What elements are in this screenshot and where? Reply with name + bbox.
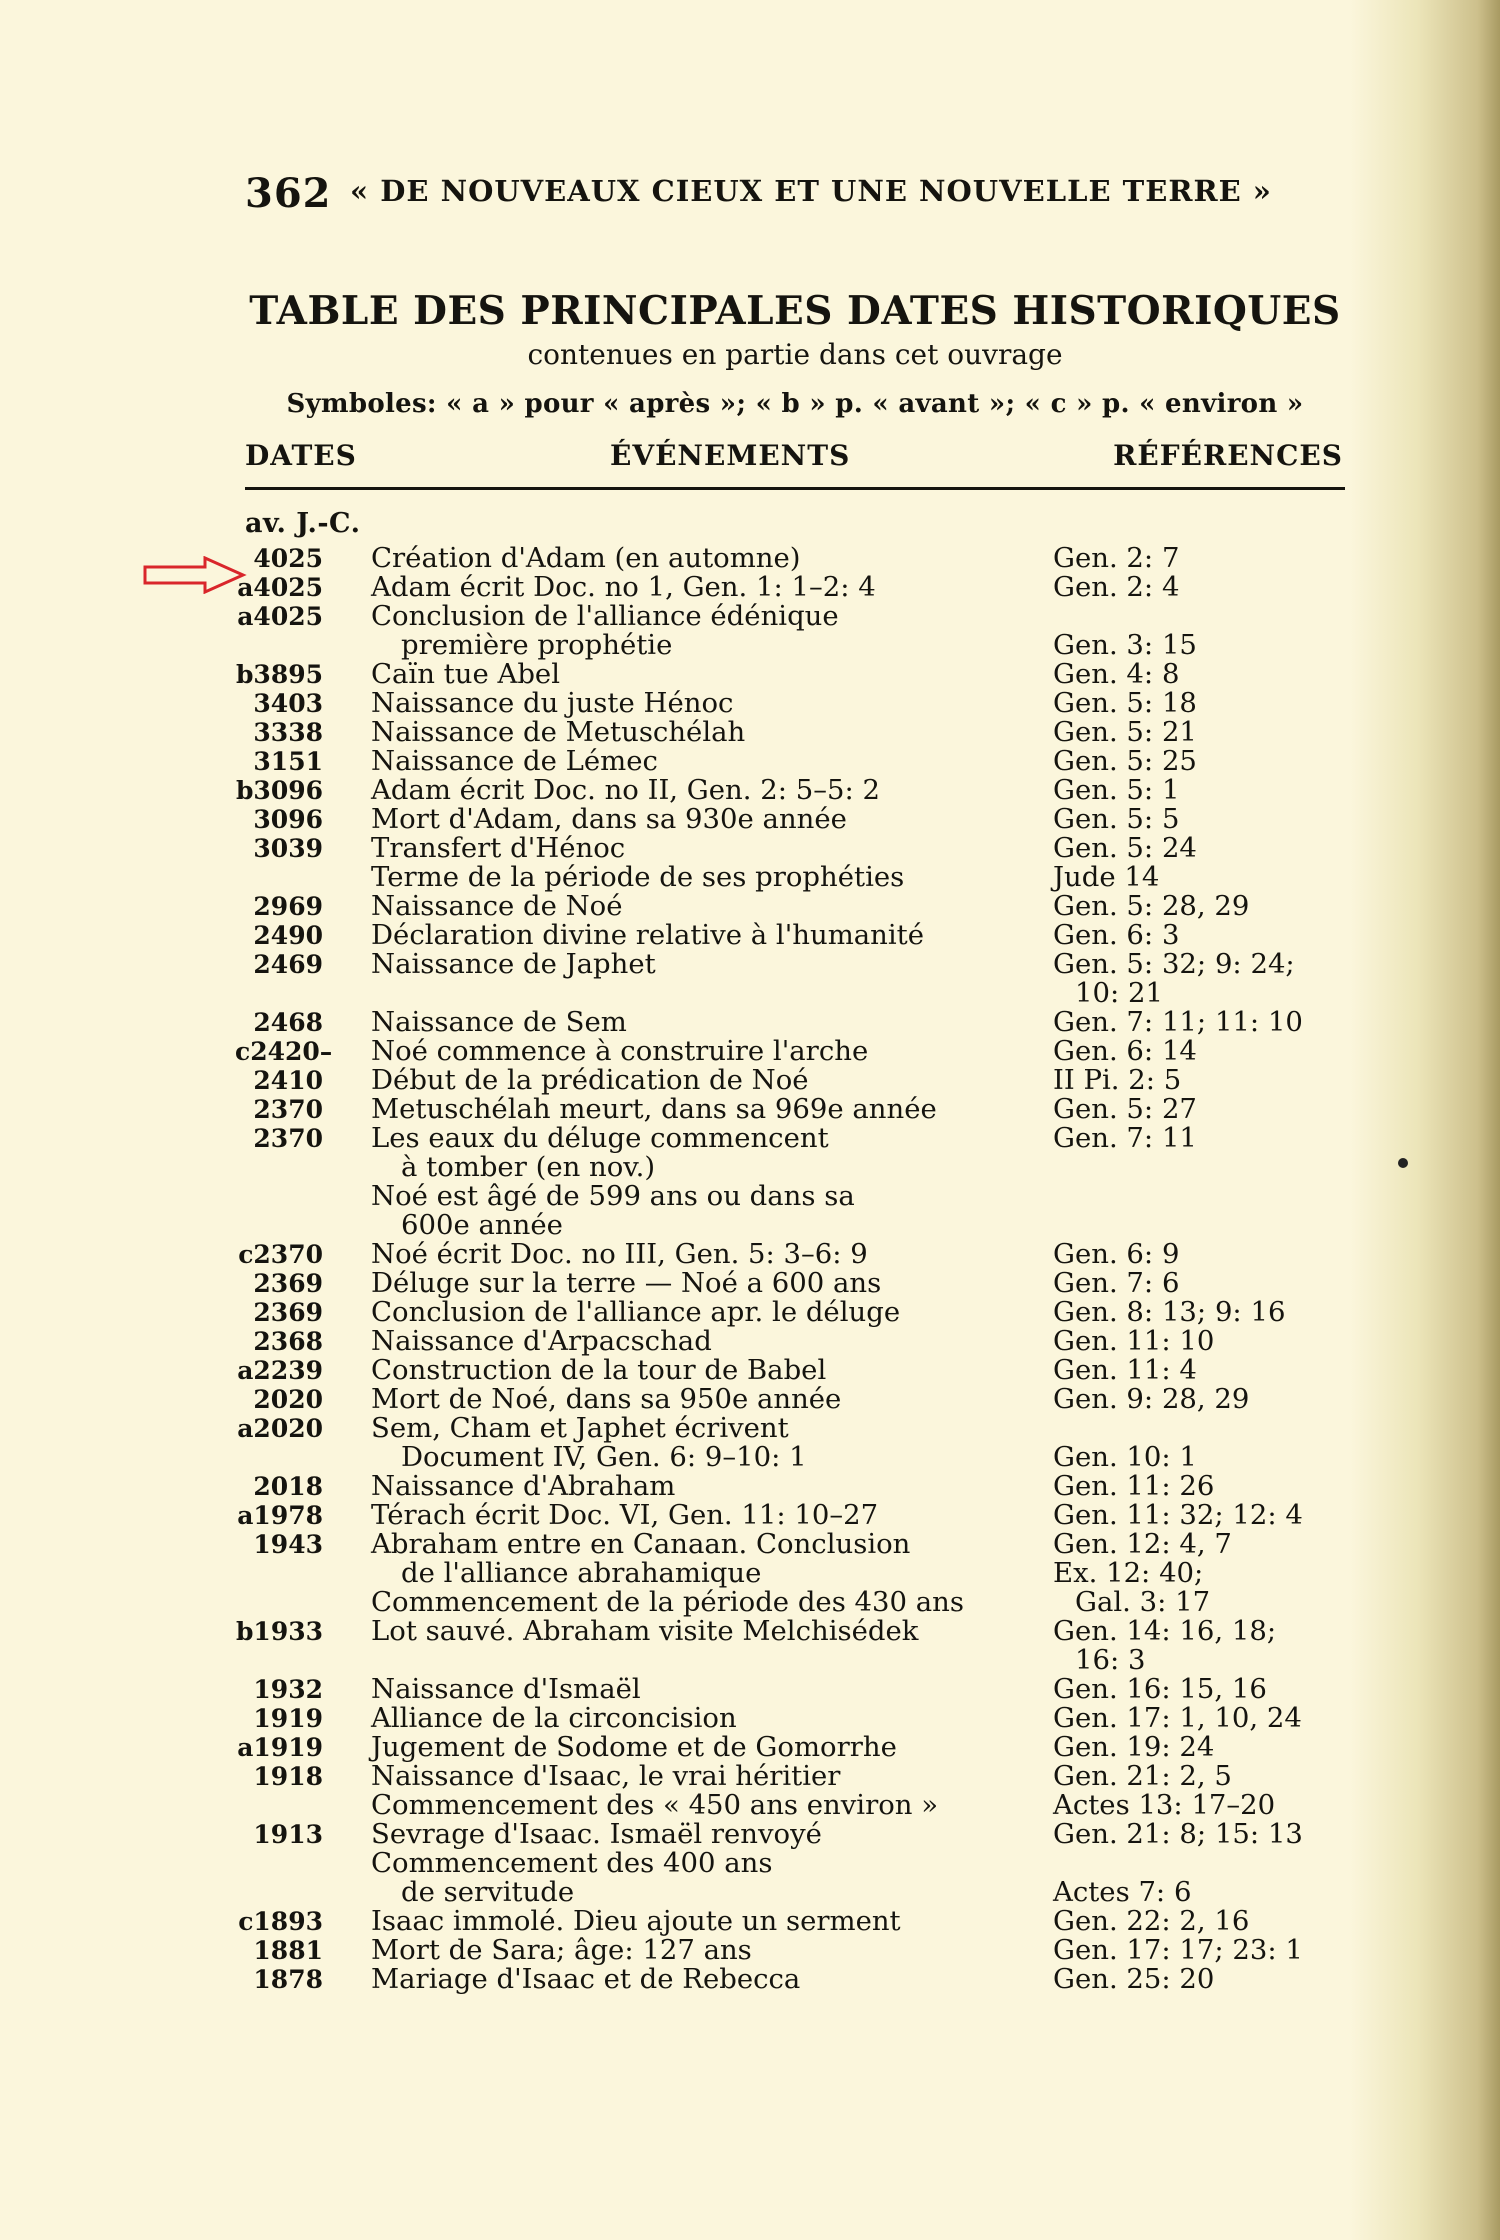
table-row	[245, 1849, 1345, 1878]
row-date: 3096	[253, 805, 323, 834]
row-date: 3151	[253, 747, 323, 776]
book-page	[235, 160, 1345, 1995]
table-row	[245, 1327, 1345, 1356]
row-reference: Gen. 5: 25	[1053, 745, 1197, 777]
row-date: 2490	[253, 921, 323, 950]
row-event: Début de la prédication de Noé	[371, 1064, 809, 1096]
page-edge-shadow	[1350, 0, 1500, 2240]
row-reference: Gen. 5: 18	[1053, 687, 1197, 719]
row-date: 2410	[253, 1066, 323, 1095]
table-row	[237, 1499, 1345, 1531]
table-row	[245, 718, 1345, 747]
running-title: « DE NOUVEAUX CIEUX ET UNE NOUVELLE TERRE »	[350, 174, 1272, 208]
row-date: a1978	[237, 1501, 323, 1530]
row-date: 2368	[253, 1327, 323, 1356]
row-reference: Gen. 9: 28, 29	[1053, 1383, 1250, 1415]
row-reference: Gen. 8: 13; 9: 16	[1053, 1296, 1286, 1328]
row-reference: Gen. 19: 24	[1053, 1731, 1215, 1763]
row-event: Conclusion de l'alliance apr. le déluge	[371, 1296, 901, 1328]
table-row	[238, 1905, 1345, 1937]
row-reference: 16: 3	[1075, 1644, 1146, 1676]
row-reference: Gen. 25: 20	[1053, 1963, 1215, 1995]
table-row	[245, 805, 1345, 834]
row-reference: Actes 7: 6	[1053, 1876, 1192, 1908]
column-header-events: ÉVÉNEMENTS	[610, 439, 851, 472]
symbols-legend: Symboles: « a » pour « après »; « b » p. « avant »; « c » p. « environ »	[286, 389, 1304, 419]
row-event: première prophétie	[401, 629, 673, 661]
row-event: Déluge sur la terre — Noé a 600 ans	[371, 1267, 882, 1299]
table-row	[245, 689, 1345, 718]
page-number: 362	[245, 170, 332, 217]
row-reference: Gen. 5: 32; 9: 24;	[1053, 948, 1295, 980]
table-row	[245, 1588, 1345, 1617]
table-row	[245, 921, 1345, 950]
row-reference: Gen. 7: 6	[1053, 1267, 1180, 1299]
row-date: 2969	[253, 892, 323, 921]
table-row	[245, 1008, 1345, 1037]
table-row	[245, 892, 1345, 921]
row-event: Transfert d'Hénoc	[371, 832, 626, 864]
table-row	[245, 1878, 1345, 1907]
row-date: 1918	[253, 1762, 323, 1791]
row-reference: Gen. 6: 9	[1053, 1238, 1180, 1270]
row-date: 2369	[253, 1298, 323, 1327]
row-event: Commencement des 400 ans	[371, 1847, 773, 1879]
row-date: 2370	[253, 1095, 323, 1124]
row-reference: Gen. 5: 5	[1053, 803, 1180, 835]
row-date: c2420–	[235, 1037, 333, 1066]
table-row	[245, 1530, 1345, 1559]
row-event: Naissance d'Arpacschad	[371, 1325, 712, 1357]
row-date: a4025	[237, 573, 323, 602]
table-row	[245, 1066, 1345, 1095]
table-row	[237, 1412, 1345, 1444]
row-date: 4025	[253, 544, 323, 573]
table-row	[245, 979, 1345, 1008]
table-row	[245, 1472, 1345, 1501]
running-head	[245, 160, 1345, 220]
row-date: 1881	[253, 1936, 323, 1965]
row-date: 2020	[253, 1385, 323, 1414]
row-event: Commencement de la période des 430 ans	[371, 1586, 964, 1618]
row-reference: Gal. 3: 17	[1075, 1586, 1211, 1618]
row-date: 3338	[253, 718, 323, 747]
table-row	[235, 1035, 1345, 1067]
table-row	[245, 1704, 1345, 1733]
row-event: Naissance d'Isaac, le vrai héritier	[371, 1760, 841, 1792]
table-row	[245, 1762, 1345, 1791]
row-reference: Gen. 5: 1	[1053, 774, 1180, 806]
row-reference: Gen. 5: 27	[1053, 1093, 1197, 1125]
row-reference: Gen. 5: 21	[1053, 716, 1197, 748]
table-row	[238, 1238, 1345, 1270]
row-date: b1933	[235, 1617, 323, 1646]
header-rule	[245, 487, 1345, 490]
table-row	[237, 571, 1345, 603]
row-date: 2468	[253, 1008, 323, 1037]
table-row	[245, 950, 1345, 979]
table-row	[237, 1354, 1345, 1386]
row-event: Sevrage d'Isaac. Ismaël renvoyé	[371, 1818, 822, 1850]
table-row	[245, 1153, 1345, 1182]
dates-table	[235, 542, 1345, 1995]
row-date: 1878	[253, 1965, 323, 1994]
row-reference: Gen. 22: 2, 16	[1053, 1905, 1250, 1937]
table-row	[235, 774, 1345, 806]
row-reference: Gen. 17: 17; 23: 1	[1053, 1934, 1303, 1966]
table-row	[245, 1124, 1345, 1153]
row-reference: Gen. 16: 15, 16	[1053, 1673, 1267, 1705]
row-event: Noé est âgé de 599 ans ou dans sa	[371, 1180, 855, 1212]
table-row	[245, 1443, 1345, 1472]
table-row	[245, 1298, 1345, 1327]
row-reference: Gen. 11: 10	[1053, 1325, 1215, 1357]
row-reference: Gen. 14: 16, 18;	[1053, 1615, 1277, 1647]
row-event: de l'alliance abrahamique	[401, 1557, 762, 1589]
row-reference: Gen. 7: 11; 11: 10	[1053, 1006, 1303, 1038]
row-event: Naissance de Metuschélah	[371, 716, 746, 748]
row-reference: Gen. 10: 1	[1053, 1441, 1197, 1473]
row-reference: Gen. 2: 4	[1053, 571, 1180, 603]
row-reference: Jude 14	[1053, 861, 1160, 893]
row-date: b3096	[235, 776, 323, 805]
column-header-dates: DATES	[245, 439, 357, 472]
row-event: Caïn tue Abel	[371, 658, 560, 690]
table-subtitle: contenues en partie dans cet ouvrage	[527, 338, 1063, 371]
row-event: Création d'Adam (en automne)	[371, 542, 801, 574]
table-row	[245, 1269, 1345, 1298]
table-row	[245, 1791, 1345, 1820]
row-event: Alliance de la circoncision	[371, 1702, 737, 1734]
row-date: a2239	[237, 1356, 323, 1385]
row-event: Noé commence à construire l'arche	[371, 1035, 869, 1067]
table-row	[235, 1615, 1345, 1647]
row-event: Conclusion de l'alliance édénique	[371, 600, 839, 632]
row-reference: Gen. 3: 15	[1053, 629, 1197, 661]
red-arrow-icon	[143, 556, 247, 594]
row-event: Mort d'Adam, dans sa 930e année	[371, 803, 847, 835]
row-date: c2370	[238, 1240, 323, 1269]
row-reference: Gen. 17: 1, 10, 24	[1053, 1702, 1302, 1734]
row-reference: Gen. 21: 8; 15: 13	[1053, 1818, 1303, 1850]
table-row	[245, 1675, 1345, 1704]
column-header-references: RÉFÉRENCES	[1113, 439, 1343, 472]
table-row	[245, 747, 1345, 776]
table-row	[245, 1965, 1345, 1994]
row-event: Naissance d'Abraham	[371, 1470, 676, 1502]
row-date: 2469	[253, 950, 323, 979]
row-reference: Gen. 4: 8	[1053, 658, 1180, 690]
row-reference: 10: 21	[1075, 977, 1163, 1009]
row-date: 1932	[253, 1675, 323, 1704]
table-row	[245, 1646, 1345, 1675]
table-row	[237, 1731, 1345, 1763]
row-reference: Gen. 6: 3	[1053, 919, 1180, 951]
row-reference: Actes 13: 17–20	[1053, 1789, 1276, 1821]
row-date: a4025	[237, 602, 323, 631]
row-date: 2369	[253, 1269, 323, 1298]
row-event: de servitude	[401, 1876, 575, 1908]
row-event: Térach écrit Doc. VI, Gen. 11: 10–27	[371, 1499, 879, 1531]
row-event: Déclaration divine relative à l'humanité	[371, 919, 924, 951]
row-reference: Gen. 12: 4, 7	[1053, 1528, 1232, 1560]
row-event: Isaac immolé. Dieu ajoute un serment	[371, 1905, 901, 1937]
row-date: a1919	[237, 1733, 323, 1762]
table-row	[245, 1385, 1345, 1414]
row-event: Metuschélah meurt, dans sa 969e année	[371, 1093, 937, 1125]
row-date: a2020	[237, 1414, 323, 1443]
row-reference: Gen. 5: 28, 29	[1053, 890, 1250, 922]
row-date: 2370	[253, 1124, 323, 1153]
table-row	[245, 1211, 1345, 1240]
table-row	[245, 631, 1345, 660]
row-date: b3895	[235, 660, 323, 689]
row-date: c1893	[238, 1907, 323, 1936]
table-row	[245, 544, 1345, 573]
row-reference: Ex. 12: 40;	[1053, 1557, 1204, 1589]
row-event: Naissance d'Ismaël	[371, 1673, 641, 1705]
table-row	[245, 1559, 1345, 1588]
row-event: Construction de la tour de Babel	[371, 1354, 827, 1386]
row-event: Naissance de Sem	[371, 1006, 627, 1038]
ink-spot	[1398, 1158, 1408, 1168]
row-event: Mort de Sara; âge: 127 ans	[371, 1934, 752, 1966]
row-reference: II Pi. 2: 5	[1053, 1064, 1182, 1096]
row-date: 3039	[253, 834, 323, 863]
row-event: à tomber (en nov.)	[401, 1151, 656, 1183]
table-row	[245, 1820, 1345, 1849]
row-date: 3403	[253, 689, 323, 718]
row-reference: Gen. 21: 2, 5	[1053, 1760, 1232, 1792]
row-reference: Gen. 6: 14	[1053, 1035, 1197, 1067]
row-event: Lot sauvé. Abraham visite Melchisédek	[371, 1615, 919, 1647]
table-title: TABLE DES PRINCIPALES DATES HISTORIQUES	[249, 288, 1341, 334]
row-reference: Gen. 11: 4	[1053, 1354, 1197, 1386]
row-event: Adam écrit Doc. no 1, Gen. 1: 1–2: 4	[371, 571, 876, 603]
row-reference: Gen. 5: 24	[1053, 832, 1197, 864]
row-event: Mort de Noé, dans sa 950e année	[371, 1383, 842, 1415]
row-reference: Gen. 7: 11	[1053, 1122, 1197, 1154]
row-event: 600e année	[401, 1209, 563, 1241]
table-row	[237, 600, 1345, 632]
row-event: Document IV, Gen. 6: 9–10: 1	[401, 1441, 807, 1473]
table-row	[245, 863, 1345, 892]
row-event: Sem, Cham et Japhet écrivent	[371, 1412, 789, 1444]
column-headers	[245, 431, 1345, 477]
row-event: Abraham entre en Canaan. Conclusion	[371, 1528, 911, 1560]
row-event: Adam écrit Doc. no II, Gen. 2: 5–5: 2	[371, 774, 880, 806]
row-event: Terme de la période de ses prophéties	[371, 861, 905, 893]
row-reference: Gen. 11: 26	[1053, 1470, 1215, 1502]
row-event: Commencement des « 450 ans environ »	[371, 1789, 939, 1821]
row-date: 1919	[253, 1704, 323, 1733]
row-event: Mariage d'Isaac et de Rebecca	[371, 1963, 801, 1995]
row-event: Naissance de Noé	[371, 890, 623, 922]
row-event: Noé écrit Doc. no III, Gen. 5: 3–6: 9	[371, 1238, 868, 1270]
era-label: av. J.-C.	[245, 508, 361, 539]
row-reference: Gen. 2: 7	[1053, 542, 1180, 574]
table-row	[245, 1936, 1345, 1965]
row-event: Naissance de Japhet	[371, 948, 656, 980]
row-date: 1913	[253, 1820, 323, 1849]
row-event: Les eaux du déluge commencent	[371, 1122, 829, 1154]
table-row	[235, 658, 1345, 690]
row-date: 1943	[253, 1530, 323, 1559]
table-row	[245, 1095, 1345, 1124]
row-event: Naissance de Lémec	[371, 745, 658, 777]
row-event: Naissance du juste Hénoc	[371, 687, 734, 719]
row-reference: Gen. 11: 32; 12: 4	[1053, 1499, 1303, 1531]
row-date: 2018	[253, 1472, 323, 1501]
row-event: Jugement de Sodome et de Gomorrhe	[371, 1731, 897, 1763]
table-row	[245, 834, 1345, 863]
table-row	[245, 1182, 1345, 1211]
